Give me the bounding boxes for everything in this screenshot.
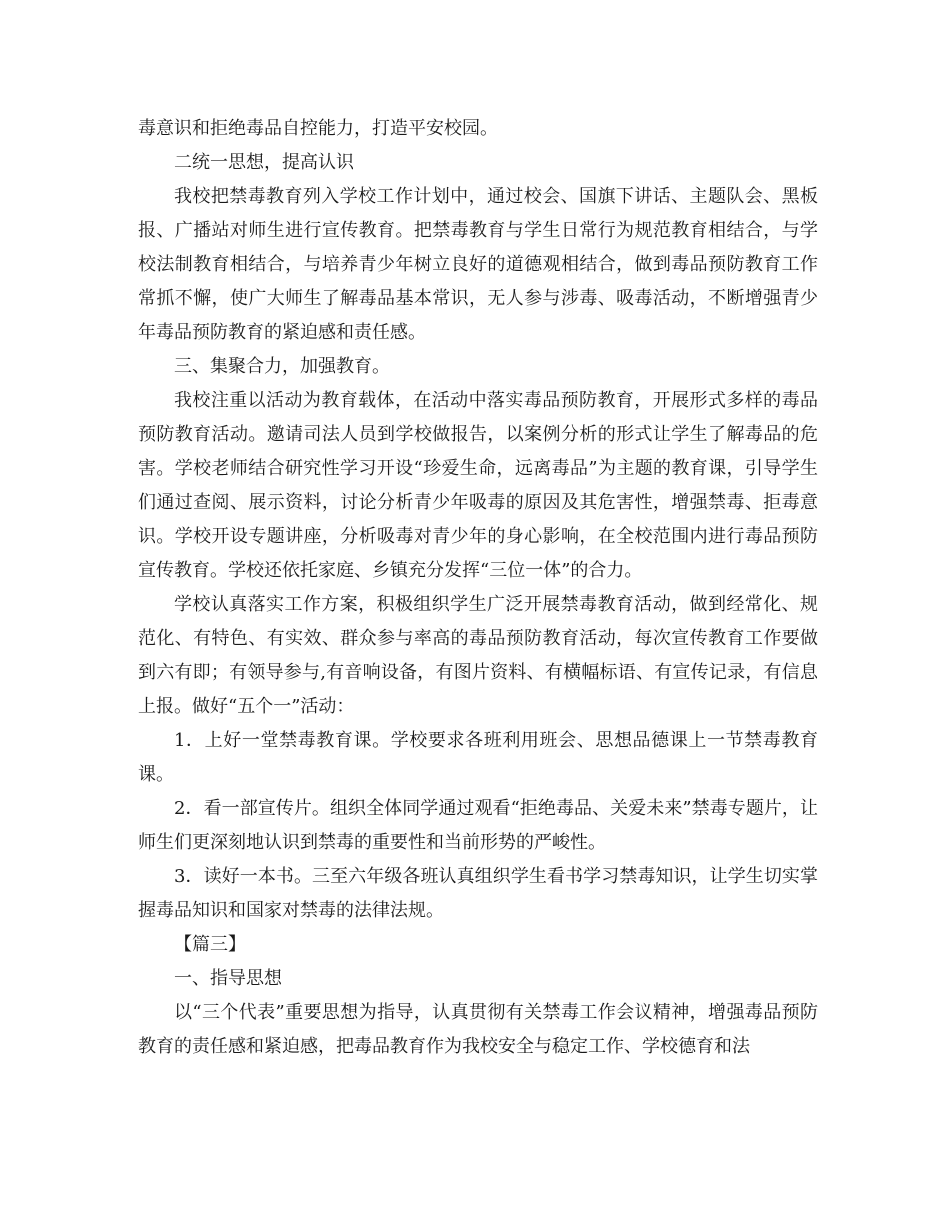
list-item: 2．看一部宣传片。组织全体同学通过观看“拒绝毒品、关爱未来”禁毒专题片，让师生们更深刻地认识到禁毒的重要性和当前形势的严峻性。 (138, 798, 818, 853)
paragraph: 学校认真落实工作方案，积极组织学生广泛开展禁毒教育活动，做到经常化、规范化、有特色、有实效、群众参与率高的毒品预防教育活动，每次宣传教育工作要做到六有即；有领导参与,有音响设备，有图片资料、有横幅标语、有宣传记录，有信息上报。做好“五个一”活动： (138, 594, 818, 717)
paragraph: 毒意识和拒绝毒品自控能力，打造平安校园。 (138, 118, 498, 139)
section-heading: 二统一思想，提高认识 (174, 152, 354, 173)
list-item: 1．上好一堂禁毒教育课。学校要求各班利用班会、思想品德课上一节禁毒教育课。 (138, 730, 818, 785)
document-body (138, 112, 818, 1064)
paragraph: 我校把禁毒教育列入学校工作计划中，通过校会、国旗下讲话、主题队会、黑板报、广播站对师生进行宣传教育。把禁毒教育与学生日常行为规范教育相结合，与学校法制教育相结合，与培养青少年树立良好的道德观相结合，做到毒品预防教育工作常抓不懈，使广大师生了解毒品基本常识，无人参与涉毒、吸毒活动，不断增强青少年毒品预防教育的紧迫感和责任感。 (138, 186, 818, 343)
list-item: 3．读好一本书。三至六年级各班认真组织学生看书学习禁毒知识，让学生切实掌握毒品知识和国家对禁毒的法律法规。 (138, 866, 818, 921)
paragraph: 以“三个代表”重要思想为指导，认真贯彻有关禁毒工作会议精神，增强毒品预防教育的责任感和紧迫感，把毒品教育作为我校安全与稳定工作、学校德育和法 (138, 1002, 818, 1057)
section-heading: 一、指导思想 (174, 968, 282, 989)
paragraph: 我校注重以活动为教育载体，在活动中落实毒品预防教育，开展形式多样的毒品预防教育活动。邀请司法人员到学校做报告，以案例分析的形式让学生了解毒品的危害。学校老师结合研究性学习开设“珍爱生命，远离毒品”为主题的教育课，引导学生们通过查阅、展示资料，讨论分析青少年吸毒的原因及其危害性，增强禁毒、拒毒意识。学校开设专题讲座，分析吸毒对青少年的身心影响，在全校范围内进行毒品预防宣传教育。学校还依托家庭、乡镇充分发挥“三位一体”的合力。 (138, 390, 818, 581)
section-heading: 三、集聚合力，加强教育。 (174, 356, 390, 377)
part-heading: 【篇三】 (174, 934, 246, 955)
